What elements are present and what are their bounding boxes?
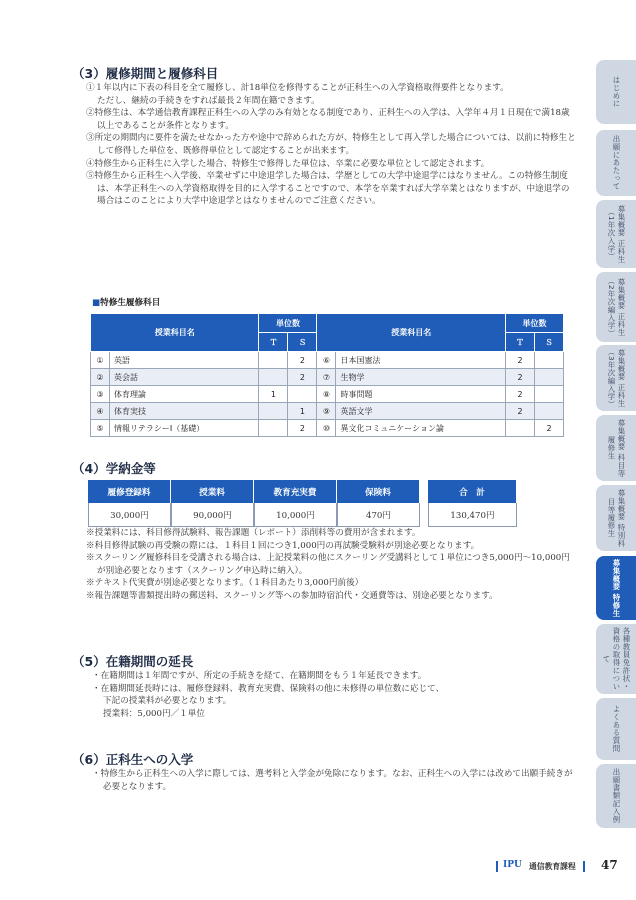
fee-note: ※授業料には、科目修得試験料、報告課題（レポート）添削料等の費用が含まれます。 bbox=[86, 528, 421, 538]
table-row: ① 英語 2 ⑥ 日本国憲法 2 bbox=[91, 352, 564, 369]
fee-tuition: 90,000円 bbox=[171, 503, 254, 527]
fee-insurance: 470円 bbox=[337, 503, 420, 527]
header-t-left: Ｔ bbox=[259, 333, 288, 352]
table-row: ③ 体育理論 1 ⑧ 時事問題 2 bbox=[91, 386, 564, 403]
footer-divider bbox=[583, 861, 585, 872]
fee-enrichment: 10,000円 bbox=[254, 503, 337, 527]
extension-item-cont: 下記の授業料が必要となります。 bbox=[103, 696, 232, 707]
header-s-right: Ｓ bbox=[535, 333, 564, 352]
fee-registration: 30,000円 bbox=[88, 503, 171, 527]
table-row: ② 英会話 2 ⑦ 生物学 2 bbox=[91, 369, 564, 386]
section-6-body bbox=[92, 768, 578, 793]
section-3-body bbox=[86, 82, 578, 208]
item-2: ②特修生は、本学通信教育課程正科生への入学のみ有効となる制度であり、正科生への入学は、入学年４月１日現在で満18歳以上であることが条件となります。 bbox=[86, 108, 570, 131]
fee-table bbox=[88, 480, 517, 527]
fee-note: ※報告課題等書類提出時の郵送料、スクーリング等への参加時宿泊代・交通費等は、別途必要となります。 bbox=[86, 590, 498, 601]
square-bullet-icon: ■ bbox=[92, 298, 101, 308]
tab-application-guide[interactable]: 出願にあたって bbox=[596, 130, 636, 196]
fee-header-insurance: 保険料 bbox=[337, 480, 420, 503]
extension-item: ・在籍期間は１年間ですが、所定の手続きを経て、在籍期間をもう１年延長できます。 bbox=[92, 671, 427, 681]
fee-note: ※科目修得試験の再受験の際には、１科目１回につき1,000円の再試験受験料が別途必要となります。 bbox=[86, 540, 480, 551]
table-row: ⑤ 情報リテラシーⅠ（基礎） 2 ⑩ 異文化コミュニケーション論 2 bbox=[91, 420, 564, 437]
header-units-right: 単位数 bbox=[506, 314, 564, 333]
extension-fee: 授業料：5,000円／１単位 bbox=[103, 708, 205, 719]
fee-note: ※テキスト代実費が別途必要となります。（１科目あたり3,000円前後） bbox=[86, 578, 364, 589]
course-table-title: ■特修生履修科目 bbox=[92, 298, 161, 308]
tab-application-form-examples[interactable]: 出願書類記入例 bbox=[596, 764, 636, 828]
item-4: ④特修生から正科生に入学した場合、特修生で修得した単位は、卒業に必要な単位として認定されます。 bbox=[86, 158, 490, 169]
tab-introduction[interactable]: はじめに bbox=[596, 60, 636, 124]
tab-regular-3rd-year[interactable]: 募集概要 正科生（3年次編入学） bbox=[596, 345, 636, 411]
page-number: 47 bbox=[601, 858, 618, 872]
item-1-note: ただし、継続の手続きをすれば最長２年間在籍できます。 bbox=[97, 95, 320, 106]
header-course-right: 授業科目名 bbox=[317, 314, 506, 352]
item-1: ①１年以内に下表の科目を全て履修し、計18単位を修得することが正科生への入学資格取得要件となります。 bbox=[86, 83, 509, 93]
tab-special-student[interactable]: 募集概要 特修生 bbox=[596, 556, 636, 620]
extension-item: ・在籍期間延長時には、履修登録料、教育充実費、保険料の他に未修得の単位数に応じて、 bbox=[92, 683, 445, 694]
fee-note: ※スクーリング履修科目を受講される場合は、上記授業料の他にスクーリング受講料として１単位につき5,000円〜10,000円が別途必要となります（スクーリング申込時に納入）。 bbox=[86, 553, 570, 576]
fee-header-registration: 履修登録料 bbox=[88, 480, 171, 503]
section-6-title: （6）正科生への入学 bbox=[72, 752, 194, 767]
header-s-left: Ｓ bbox=[288, 333, 317, 352]
item-5: ⑤特修生から正科生へ入学後、卒業せずに中途退学した場合は、学歴としての大学中途退学にはなりません。この特修生制度は、本学正科生への入学資格取得を目的に入学することですので、本学を卒業すれば大学卒業とはなりますが、中途退学の場合はこのことにより大学中途退学とはなりませんのでご注意ください。 bbox=[86, 171, 570, 207]
tab-regular-1st-year[interactable]: 募集概要 正科生（1年次入学） bbox=[596, 200, 636, 268]
tab-special-credit-auditor[interactable]: 募集概要 特別科目等履修生 bbox=[596, 485, 636, 551]
fee-notes bbox=[86, 527, 578, 603]
header-course-left: 授業科目名 bbox=[91, 314, 259, 352]
header-units-left: 単位数 bbox=[259, 314, 317, 333]
header-t-right: Ｔ bbox=[506, 333, 535, 352]
footer-program: 通信教育課程 bbox=[529, 862, 576, 871]
table-row: ④ 体育実技 1 ⑨ 英語文学 2 bbox=[91, 403, 564, 420]
page-footer bbox=[0, 860, 636, 874]
fee-total: 130,470円 bbox=[428, 503, 517, 527]
tab-teacher-license[interactable]: 各種教員免許状・資格の取得について bbox=[596, 624, 636, 694]
footer-divider bbox=[496, 861, 498, 872]
fee-header-tuition: 授業料 bbox=[171, 480, 254, 503]
tab-faq[interactable]: よくある質問 bbox=[596, 698, 636, 760]
section-4-title: （4）学納金等 bbox=[72, 461, 156, 476]
course-table bbox=[90, 313, 564, 437]
section-3-title: （3）履修期間と履修科目 bbox=[72, 66, 219, 81]
fee-header-total: 合 計 bbox=[428, 480, 517, 503]
fee-header-enrichment: 教育充実費 bbox=[254, 480, 337, 503]
section-5-body bbox=[92, 670, 578, 720]
footer-brand: IPU bbox=[503, 860, 522, 870]
section-5-title: （5）在籍期間の延長 bbox=[72, 654, 194, 669]
tab-regular-2nd-year[interactable]: 募集概要 正科生（2年次編入学） bbox=[596, 272, 636, 342]
tab-credit-auditor[interactable]: 募集概要 科目等履修生 bbox=[596, 415, 636, 481]
item-3: ③所定の期間内に要件を満たせなかった方や途中で辞められた方が、特修生として再入学した場合については、以前に特修生として修得した単位を、既修得単位として認定することが出来ます。 bbox=[86, 133, 576, 156]
admission-item: ・特修生から正科生への入学に際しては、選考料と入学金が免除になります。なお、正科生への入学には改めて出願手続きが必要となります。 bbox=[92, 769, 573, 792]
